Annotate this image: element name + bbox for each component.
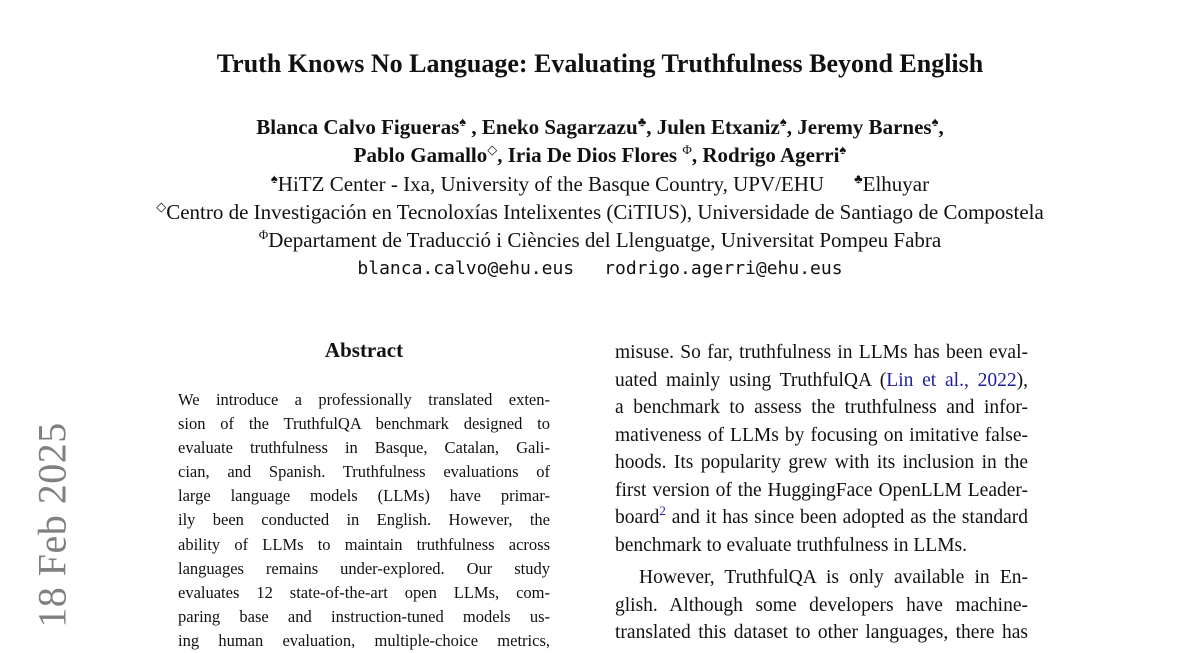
author-separator: , bbox=[786, 115, 798, 139]
affiliation-line bbox=[0, 171, 1200, 197]
body-line: benchmark to evaluate truthfulness in LLMs. bbox=[615, 534, 967, 556]
author-separator: , bbox=[691, 143, 703, 167]
spade-mark: ♠ bbox=[270, 171, 278, 186]
paper-title: Truth Knows No Language: Evaluating Truthfulness Beyond English bbox=[216, 49, 984, 78]
abstract-heading: Abstract bbox=[324, 338, 404, 362]
affiliation-hitz: HiTZ Center - Ixa, University of the Basque Country, UPV/EHU bbox=[277, 172, 825, 196]
author-name: Jeremy Barnes bbox=[797, 115, 932, 139]
body-line: hoods. Its popularity grew with its inclusion in the bbox=[615, 452, 1028, 473]
author-name: Eneko Sagarzazu bbox=[481, 115, 638, 139]
body-line: translated this dataset to other languages, there has bbox=[615, 622, 1028, 643]
body-text: and it has since been adopted as the standard bbox=[665, 507, 1028, 528]
author-name: Pablo Gamallo bbox=[353, 143, 488, 167]
arxiv-side-stamp bbox=[29, 422, 75, 628]
body-line: glish. Although some developers have machine- bbox=[615, 594, 1028, 616]
author-separator: , bbox=[466, 115, 482, 139]
body-line bbox=[615, 367, 1028, 395]
body-line: However, TruthfulQA is only available in En- bbox=[639, 567, 1028, 588]
email-address[interactable]: blanca.calvo@ehu.eus bbox=[357, 258, 575, 279]
abstract-line: evaluates 12 state-of-the-art open LLMs, com- bbox=[178, 582, 550, 602]
abstract-line: large language models (LLMs) have primar- bbox=[178, 486, 550, 506]
author-name: Iria De Dios Flores bbox=[507, 143, 683, 167]
body-line: first version of the HuggingFace OpenLLM Leader- bbox=[615, 479, 1028, 501]
author-list bbox=[0, 142, 1200, 168]
abstract-line: evaluate truthfulness in Basque, Catalan, Gali- bbox=[178, 438, 550, 458]
abstract-line: ily been conducted in English. However, the bbox=[178, 510, 550, 530]
email-line bbox=[0, 257, 1200, 281]
body-line bbox=[615, 504, 1028, 532]
abstract-line: ability of LLMs to maintain truthfulness across bbox=[178, 534, 550, 554]
abstract-line: ing human evaluation, multiple-choice metrics, bbox=[178, 630, 550, 650]
footnote-link[interactable]: 2 bbox=[659, 503, 666, 518]
abstract-line: cian, and Spanish. Truthfulness evaluations of bbox=[178, 462, 550, 482]
author-name: Julen Etxaniz bbox=[656, 115, 780, 139]
author-separator: , bbox=[646, 115, 657, 139]
body-line: misuse. So far, truthfulness in LLMs has been eval- bbox=[615, 342, 1028, 363]
body-text: ), bbox=[1016, 369, 1028, 391]
body-text: uated mainly using TruthfulQA ( bbox=[615, 369, 887, 391]
spade-mark: ♠ bbox=[779, 114, 787, 129]
author-separator: , bbox=[938, 115, 944, 139]
author-separator: , bbox=[497, 143, 508, 167]
author-name: Rodrigo Agerri bbox=[702, 143, 840, 167]
diamond-mark: ◇ bbox=[156, 199, 167, 214]
email-address[interactable]: rodrigo.agerri@ehu.eus bbox=[604, 258, 843, 279]
club-mark: ♣ bbox=[854, 171, 863, 186]
affiliation-elhuyar: Elhuyar bbox=[862, 172, 930, 196]
citation-link[interactable]: Lin et al., 2022 bbox=[886, 369, 1017, 391]
abstract-line: We introduce a professionally translated exten- bbox=[178, 390, 550, 409]
arxiv-date: 18 Feb 2025 bbox=[29, 422, 75, 628]
spade-mark: ♠ bbox=[459, 114, 467, 129]
abstract-line: paring base and instruction-tuned models us- bbox=[178, 606, 550, 626]
body-line: a benchmark to assess the truthfulness and infor- bbox=[615, 397, 1028, 418]
abstract-line: sion of the TruthfulQA benchmark designed to bbox=[178, 414, 550, 434]
body-text: board bbox=[615, 507, 660, 528]
abstract-body bbox=[178, 388, 550, 653]
intro-body bbox=[615, 339, 1028, 647]
affiliation-line bbox=[0, 227, 1200, 253]
diamond-mark: ◇ bbox=[487, 142, 498, 157]
abstract-line: languages remains under-explored. Our study bbox=[178, 558, 550, 578]
author-name: Blanca Calvo Figueras bbox=[256, 115, 460, 139]
club-mark: ♣ bbox=[637, 114, 647, 129]
author-list bbox=[0, 114, 1200, 140]
spade-mark: ♠ bbox=[931, 114, 939, 129]
phi-mark: Φ bbox=[682, 142, 692, 157]
spade-mark: ♠ bbox=[839, 142, 847, 157]
affiliation-line bbox=[0, 199, 1200, 225]
phi-mark: Φ bbox=[258, 227, 269, 242]
affiliation-citius: Centro de Investigación en Tecnoloxías Intelixentes (CiTIUS), Universidade de Santiago de Compostela bbox=[166, 200, 1044, 224]
body-line: mativeness of LLMs by focusing on imitative false- bbox=[615, 424, 1028, 446]
affiliation-upf: Departament de Traducció i Ciències del Llenguatge, Universitat Pompeu Fabra bbox=[268, 228, 942, 252]
